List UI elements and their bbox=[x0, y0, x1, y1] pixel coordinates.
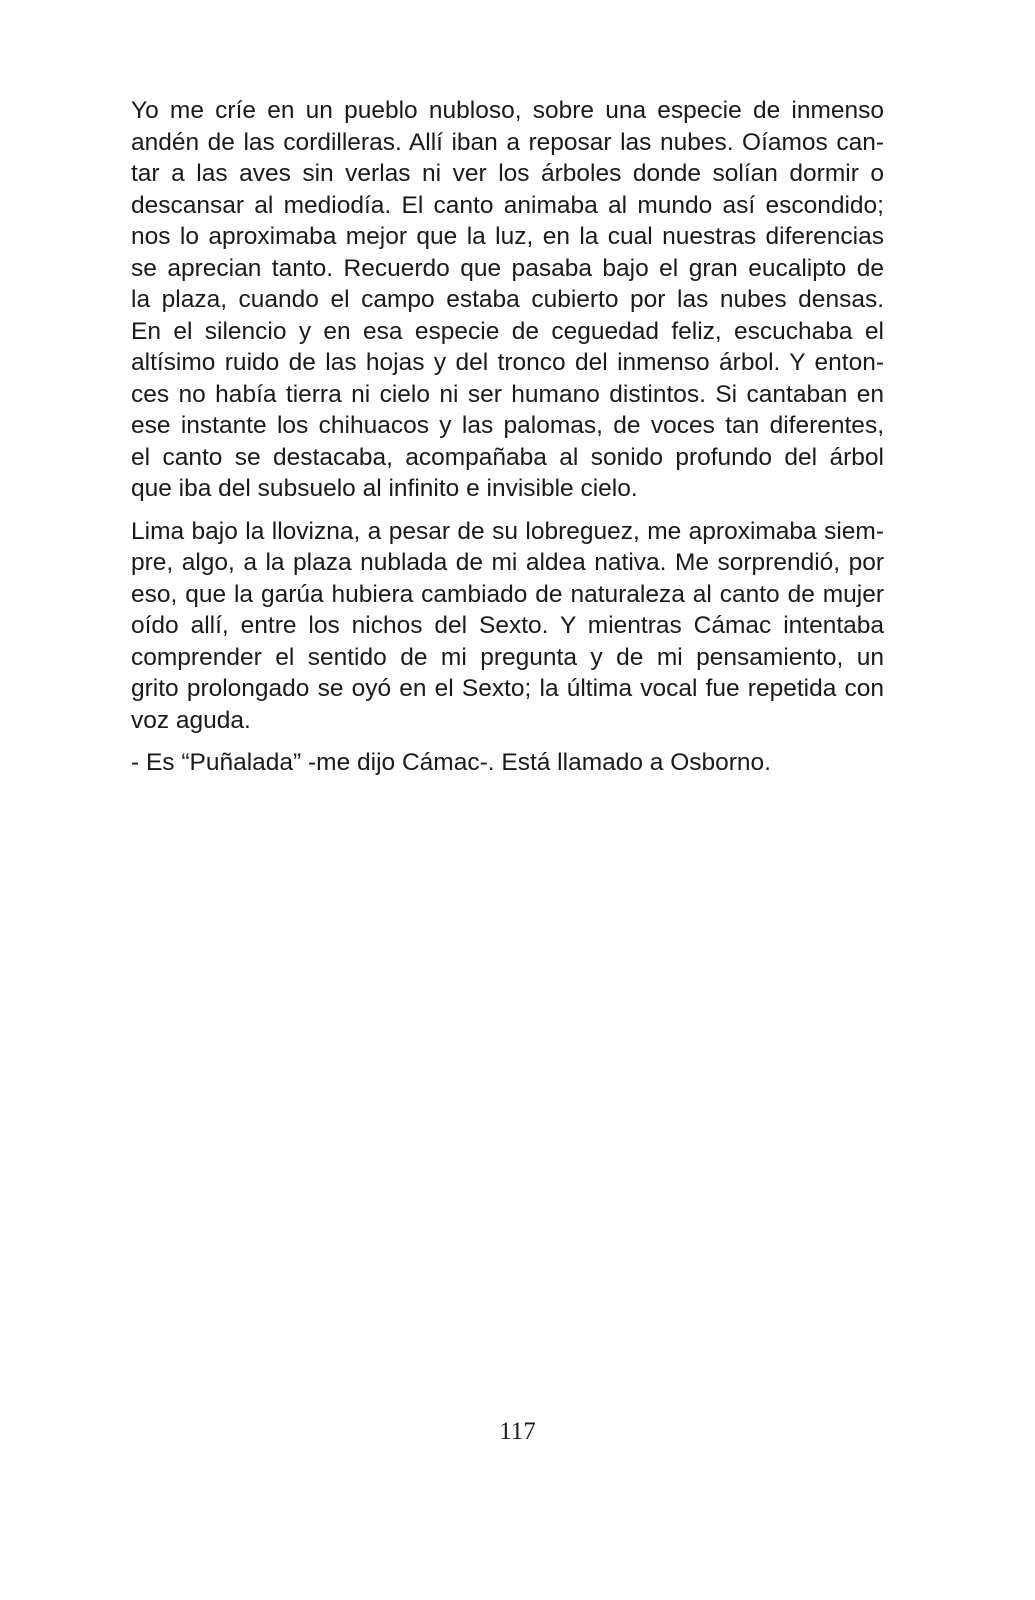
text-line: En el silencio y en esa especie de ceguedad feliz, escuchaba el bbox=[131, 317, 884, 345]
text-line: tar a las aves sin verlas ni ver los árboles donde solían dormir o bbox=[131, 160, 884, 187]
text-line: nos lo aproximaba mejor que la luz, en la cual nuestras diferencias bbox=[131, 223, 884, 250]
text-line: comprender el sentido de mi pregunta y de mi pensamiento, un bbox=[131, 643, 884, 671]
text-line: eso, que la garúa hubiera cambiado de naturaleza al canto de mujer bbox=[131, 580, 884, 608]
text-line: andén de las cordilleras. Allí iban a reposar las nubes. Oíamos can- bbox=[131, 128, 884, 156]
text-line: altísimo ruido de las hojas y del tronco del inmenso árbol. Y enton- bbox=[131, 349, 884, 376]
text-line: pre, algo, a la plaza nublada de mi aldea nativa. Me sorprendió, por bbox=[131, 549, 884, 576]
dialogue-line: - Es “Puñalada” -me dijo Cámac-. Está llamado a Osborno. bbox=[131, 749, 771, 776]
paragraph-2 bbox=[131, 516, 884, 737]
paragraph-1 bbox=[131, 95, 884, 505]
text-line: ces no había tierra ni cielo ni ser humano distintos. Si cantaban en bbox=[131, 380, 884, 408]
text-line: Yo me críe en un pueblo nubloso, sobre una especie de inmenso bbox=[131, 97, 884, 124]
paragraph-3 bbox=[131, 747, 884, 779]
text-line: ese instante los chihuacos y las palomas, de voces tan diferentes, bbox=[131, 412, 884, 439]
text-line: se aprecian tanto. Recuerdo que pasaba bajo el gran eucalipto de bbox=[131, 254, 884, 282]
text-line: grito prolongado se oyó en el Sexto; la última vocal fue repetida con bbox=[131, 675, 884, 702]
body-text bbox=[131, 95, 884, 790]
text-line: Lima bajo la llovizna, a pesar de su lobreguez, me aproximaba siem- bbox=[131, 517, 884, 545]
text-line: descansar al mediodía. El canto animaba al mundo así escondido; bbox=[131, 191, 884, 219]
text-line: voz aguda. bbox=[131, 706, 251, 734]
text-line: el canto se destacaba, acompañaba al sonido profundo del árbol bbox=[131, 443, 884, 471]
page-number: 117 bbox=[499, 1418, 536, 1445]
text-line: oído allí, entre los nichos del Sexto. Y mientras Cámac intentaba bbox=[131, 612, 884, 639]
text-line: que iba del subsuelo al infinito e invisible cielo. bbox=[131, 475, 638, 502]
text-line: la plaza, cuando el campo estaba cubierto por las nubes densas. bbox=[131, 286, 884, 313]
